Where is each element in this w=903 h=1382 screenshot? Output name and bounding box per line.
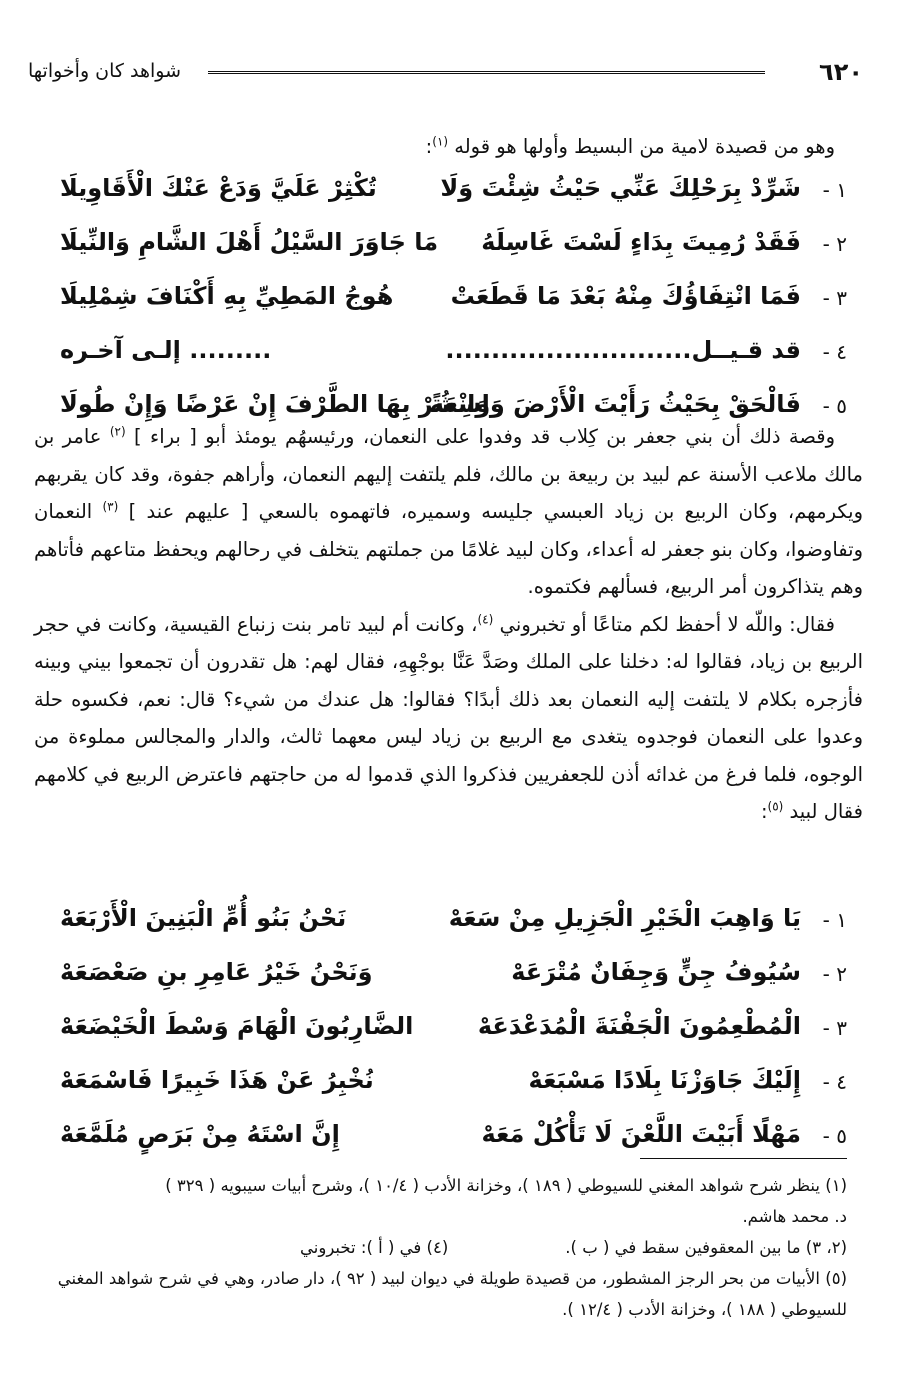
footnote-5: (٥) الأبيات من بحر الرجز المشطور، من قصيدة طويلة في ديوان لبيد ( ٩٢ )، دار صادر، وهي في شرح شواهد المغني	[57, 1269, 847, 1288]
footnote-rule	[640, 1158, 847, 1159]
footnote-ref: (٣)	[102, 499, 119, 514]
verse-number: ٤ -	[822, 340, 847, 364]
verse-first-hemistich: قد قـيــل...........................	[445, 336, 801, 364]
verse-line	[60, 954, 847, 1008]
story-text-part: وقصة ذلك أن بني جعفر بن كِلاب قد وفدوا على النعمان، ورئيسهُم يومئذ أبو [ براء ]	[125, 425, 835, 448]
story-paragraph-1	[34, 418, 863, 606]
intro-text: وهو من قصيدة لامية من البسيط وأولها هو قوله	[454, 135, 835, 158]
footnote-row	[40, 1232, 847, 1263]
verse-second-hemistich: تُكْثِرْ عَلَيَّ وَدَعْ عَنْكَ الْأَقَاوِيلَا	[60, 174, 377, 202]
footnote-1-cont: د. محمد هاشم.	[742, 1207, 847, 1226]
story-text-part: ، وكانت أم لبيد تامر بنت زنباع القيسية، وكانت في حجر الربيع بن زياد، فقالوا له: دخلنا على الملك وصَدَّ عَنَّا بوجْهِهِ، فقال لهم: هل تقدرون أن تجمعوا بيني وبينه فأزجره بكلام لا يلتفت إليه النعمان بعد ذلك أبدًا؟ فقالوا: هل عندك من شيء؟ قال: نعم، فكسوه حلة وعدوا على النعمان فوجدوه يتغدى مع الربيع بن زياد ليس معهما ثالث، والدار والمجالس مملوءة من الوجوه، فلما فرغ من غدائه أذن للجعفريين فذكروا الذي قدموا له من حاجتهم فاعترض الربيع في كلامهم فقال لبيد	[34, 612, 863, 823]
story-text-part: النعمان وتفاوضوا، وكان بنو جعفر له أعداء، وكان لبيد غلامًا من جملتهم يتخلف في رحالهم ويحفظ متاعهم فأتاهم وهم يتذاكرون أمر الربيع، فسألهم فكتموه.	[34, 500, 863, 598]
verse-second-hemistich: نَحْنُ بَنُو أُمِّ الْبَنِينَ الْأَرْبَعَهْ	[60, 904, 347, 932]
verse-number: ٤ -	[822, 1070, 847, 1094]
footnotes	[40, 1170, 847, 1325]
verse-first-hemistich: يَا وَاهِبَ الْخَيْرِ الْجَزِيلِ مِنْ سَعَهْ	[448, 904, 801, 932]
verse-line	[60, 1062, 847, 1116]
verse-line	[60, 170, 847, 224]
page-header	[28, 58, 863, 92]
story-text	[34, 418, 863, 831]
verse-line	[60, 278, 847, 332]
poem-lamiyya	[60, 170, 847, 440]
verse-number: ٢ -	[822, 962, 847, 986]
verse-number: ١ -	[822, 908, 847, 932]
verse-number: ١ -	[822, 178, 847, 202]
footnote-ref: (٤)	[477, 612, 494, 626]
verse-number: ٢ -	[822, 232, 847, 256]
verse-second-hemistich: وَانْشُرْ بِهَا الطَّرْفَ إِنْ عَرْضًا وَإِنْ طُولَا	[60, 390, 491, 418]
story-text-part: :	[760, 800, 768, 823]
footnote-4: (٤) في ( أ ): تخبروني	[300, 1238, 449, 1257]
verse-second-hemistich: ......... إلـى آخـره	[60, 336, 272, 364]
verse-number: ٣ -	[822, 1016, 847, 1040]
footnote-ref: (٥)	[767, 799, 784, 814]
footnote-5-cont: للسيوطي ( ١٨٨ )، وخزانة الأدب ( ١٢/٤ ).	[562, 1300, 847, 1319]
header-rule	[208, 71, 765, 78]
footnote-ref: (٢)	[109, 424, 126, 439]
verse-line	[60, 900, 847, 954]
intro-paragraph: وهو من قصيدة لامية من البسيط وأولها هو قوله $^{(١)}$:	[425, 134, 835, 158]
verse-number: ٣ -	[822, 286, 847, 310]
verse-line	[60, 224, 847, 278]
verse-line	[60, 1116, 847, 1170]
footnote-ref: (١)	[432, 134, 449, 149]
running-title: شواهد كان وأخواتها	[28, 60, 182, 82]
verse-number: ٥ -	[822, 394, 847, 418]
poem-rajaz	[60, 900, 847, 1170]
verse-second-hemistich: مَا جَاوَرَ السَّيْلُ أَهْلَ الشَّامِ وَالنِّيلَا	[60, 228, 439, 256]
verse-second-hemistich: نُخْبِرُ عَنْ هَذَا خَبِيرًا فَاسْمَعَهْ	[60, 1066, 374, 1094]
verse-second-hemistich: الضَّارِبُونَ الْهَامَ وَسْطَ الْخَيْضَعَهْ	[60, 1012, 414, 1040]
verse-first-hemistich: فَقَدْ رُمِيتَ بِدَاءٍ لَسْتَ غَاسِلَهُ	[481, 228, 801, 256]
verse-first-hemistich: الْمُطْعِمُونَ الْجَفْنَةَ الْمُدَعْدَعَهْ	[477, 1012, 801, 1040]
page-number: ٦٢٠	[819, 58, 863, 86]
footnote-2-3: (٢، ٣) ما بين المعقوفين سقط في ( ب ).	[565, 1238, 847, 1257]
verse-number: ٥ -	[822, 1124, 847, 1148]
verse-line	[60, 332, 847, 386]
story-paragraph-2	[34, 606, 863, 831]
verse-second-hemistich: وَنَحْنُ خَيْرُ عَامِرِ بنِ صَعْصَعَهْ	[60, 958, 373, 986]
verse-first-hemistich: سُيُوفُ جِنٍّ وَجِفَانٌ مُتْرَعَهْ	[511, 958, 801, 986]
verse-first-hemistich: شَرِّدْ بِرَحْلِكَ عَنِّي حَيْثُ شِئْتَ وَلَا	[440, 174, 801, 202]
verse-first-hemistich: فَالْحَقْ بِحَيْثُ رَأَيْتَ الْأَرْضَ وَاسِعَةً	[429, 390, 801, 418]
verse-first-hemistich: فَمَا انْتِفَاؤُكَ مِنْهُ بَعْدَ مَا قَطَعَتْ	[450, 282, 801, 310]
verse-second-hemistich: هُوجُ المَطِيِّ بِهِ أَكْنَافَ شِمْلِيلَا	[60, 282, 394, 310]
verse-first-hemistich: إِلَيْكَ جَاوَزْنَا بِلَادًا مَسْبَعَهْ	[528, 1066, 801, 1094]
footnote-1: (١) ينظر شرح شواهد المغني للسيوطي ( ١٨٩ )، وخزانة الأدب ( ١٠/٤ )، وشرح أبيات سيبويه ( ٣٢٩ )	[165, 1176, 847, 1195]
story-text-part: عامر بن مالك ملاعب الأسنة عم لبيد بن ربيعة بن مالك، فلم يلتفت إليهم النعمان، وأراهم جفوة، وقد كان يقربهم ويكرمهم، وكان الربيع بن زياد العبسي جليسه وسميره، فاتهموه بالسعي [ عليهم عند ]	[34, 425, 863, 523]
story-text-part: فقال: واللّه لا أحفظ لكم متاعًا أو تخبروني	[493, 612, 835, 636]
verse-second-hemistich: إِنَّ اسْتَهُ مِنْ بَرَصٍ مُلَمَّعَهْ	[60, 1120, 340, 1148]
verse-line	[60, 1008, 847, 1062]
verse-first-hemistich: مَهْلًا أَبَيْتَ اللَّعْنَ لَا تَأْكُلْ مَعَهْ	[481, 1120, 801, 1148]
